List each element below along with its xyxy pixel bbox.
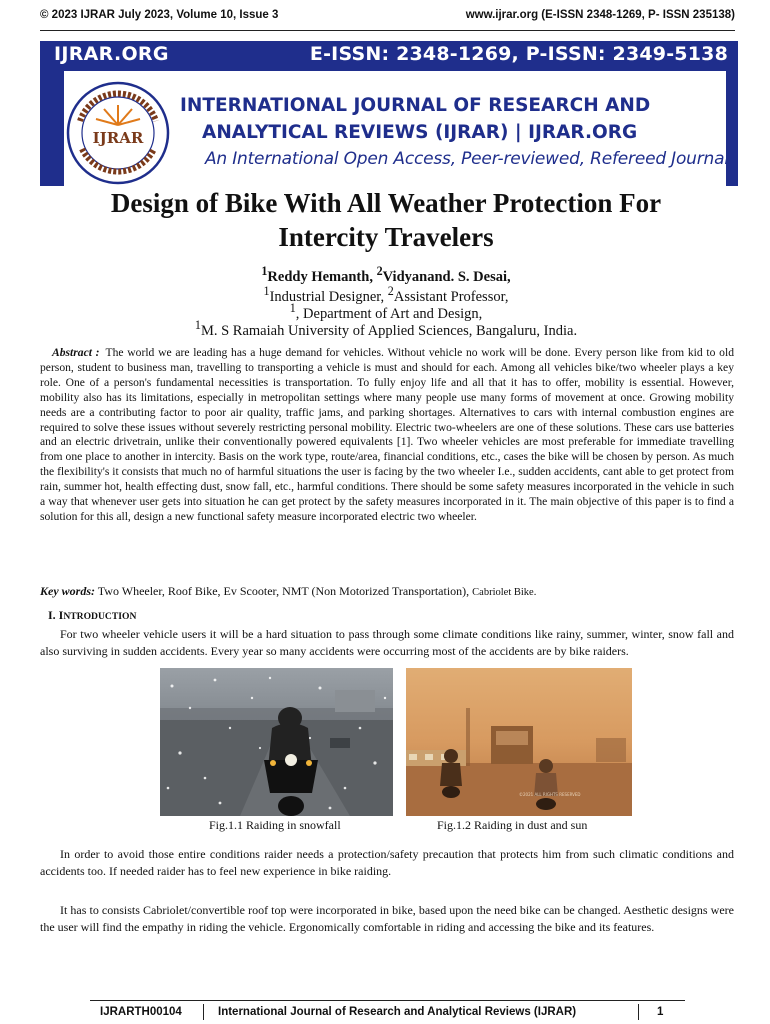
footer-divider-1 <box>203 1004 204 1020</box>
intro-paragraph-1: For two wheeler vehicle users it will be a hard situation to pass through some climate conditions like rainy, summer, winter, snow fall and also surviving in sudden accidents. Every year so many accidents were occurring most of the accidents are by bike raiders. <box>40 627 734 658</box>
section-heading-introduction <box>48 608 136 623</box>
figure2-caption: Fig.1.2 Raiding in dust and sun <box>437 818 588 832</box>
figure-dust-image <box>406 668 632 816</box>
keywords <box>40 584 734 599</box>
journal-tagline: An International Open Access, Peer-reviewed, Refereed Journal <box>205 149 729 169</box>
journal-banner <box>40 41 738 186</box>
aff1-sup: 1 <box>263 284 270 298</box>
running-header <box>40 6 735 31</box>
intro-paragraph-3: It has to consists Cabriolet/convertible roof top were incorporated in bike, based upon the need bike can be changed. Aesthetic designs were the user will find the empathy in riding the vehicle. Ergonomically comfortable in riding and accessing the bike and its features. <box>40 903 734 934</box>
ijrar-logo-icon <box>66 81 171 186</box>
header-left: © 2023 IJRAR July 2023, Volume 10, Issue 3 <box>40 9 279 21</box>
aff2-role: Assistant Professor, <box>393 288 509 305</box>
figure-snowfall-image <box>160 668 393 816</box>
section-number: I. I <box>48 608 64 622</box>
section-title: NTRODUCTION <box>63 611 137 622</box>
fig2-watermark: ©2021 ALL RIGHTS RESERVED <box>519 792 581 797</box>
footer-id: IJRARTH00104 <box>100 1006 182 1018</box>
keywords-tail: Cabriolet Bike. <box>472 587 537 598</box>
abstract-label: Abstract : <box>52 346 100 359</box>
page-number: 1 <box>657 1006 664 1018</box>
header-right: www.ijrar.org (E-ISSN 2348-1269, P- ISSN 235138) <box>465 9 735 21</box>
banner-issn: E-ISSN: 2348-1269, P-ISSN: 2349-5138 <box>309 43 728 65</box>
keywords-label: Key words: <box>40 584 95 598</box>
intro-paragraph-2: In order to avoid those entire conditions raider needs a protection/safety precaution that protects him from such climatic conditions and accidents too. If needed raider has to feel new experience in bike raiding. <box>40 847 734 878</box>
author-list <box>40 264 732 286</box>
banner-brand: IJRAR.ORG <box>54 43 169 65</box>
running-footer <box>90 1000 685 1023</box>
aff1-role: Industrial Designer, <box>269 288 388 305</box>
abstract <box>40 346 734 525</box>
aff-dept-sup: 1 <box>289 301 296 315</box>
aff2-sup: 2 <box>387 284 394 298</box>
author1: Reddy Hemanth, <box>267 268 377 285</box>
aff-dept: , Department of Art and Design, <box>295 305 483 322</box>
paper-title <box>40 186 732 254</box>
footer-divider-2 <box>638 1004 639 1020</box>
author2: Vidyanand. S. Desai, <box>382 268 511 285</box>
abstract-text: The world we are leading has a huge demand for vehicles. Without vehicle no work will be done. Every person like from kid to old person, student to business man, travelling to transporting a vehicle is must and should for each. Among all vehicles bike/two wheeler plays a key role. One of a person's fundamental necessities is transportation. To fully enjoy life and all that it has to offer, mobility is essential. However, mobility also has its limitations, especially in metropolitan settings where many people use many forms of movement at once. Growing mobility needs are a contributing factor to poor air quality, traffic jams, and parking shortages. Alternatives to cars with internal combustion engines are required to solve these issues without severely restricting personal mobility. Electric two-wheelers are one of these solutions. These cars use batteries and an electric drivetrain, unlike their conventionally powered equivalents [1]. Two wheeler vehicles are most preferable for immediate travelling from one place to another in intercity. Basis on the work type, route/area, financial conditions, etc., cases the bike will be chosen by person. As much the flexibility's it consists that much no of harmful situations the user is facing by the two wheeler I.e., sudden accidents, cant able to get protect from rain, summer hot, health effecting dust, snow fall, etc., harmful conditions. There should be some safety measures incorporated in the vehicle in such a way that whenever user gets into situation he can get protect by the safety measures incorporated in it. The main objective of this paper is to find a solution for this all, design a new functional safety measure incorporated electric two wheeler. <box>40 346 734 523</box>
keywords-text: Two Wheeler, Roof Bike, Ev Scooter, NMT (Non Motorized Transportation), <box>97 584 470 598</box>
title-line1: Design of Bike With All Weather Protection For <box>110 188 662 218</box>
author2-sup: 2 <box>376 264 383 278</box>
aff-univ: M. S Ramaiah University of Applied Sciences, Bangaluru, India. <box>200 322 578 339</box>
footer-journal: International Journal of Research and Analytical Reviews (IJRAR) <box>218 1006 577 1018</box>
figure1-caption: Fig.1.1 Raiding in snowfall <box>209 818 341 832</box>
journal-name-line1: INTERNATIONAL JOURNAL OF RESEARCH AND <box>180 95 651 116</box>
title-line2: Intercity Travelers <box>278 222 494 252</box>
svg-text:IJRAR: IJRAR <box>92 129 144 147</box>
author1-sup: 1 <box>261 264 268 278</box>
journal-name-line2: ANALYTICAL REVIEWS (IJRAR) | IJRAR.ORG <box>202 122 638 143</box>
affiliation-line3 <box>40 318 732 340</box>
aff-univ-sup: 1 <box>194 318 201 332</box>
banner-left-strip <box>40 71 64 186</box>
